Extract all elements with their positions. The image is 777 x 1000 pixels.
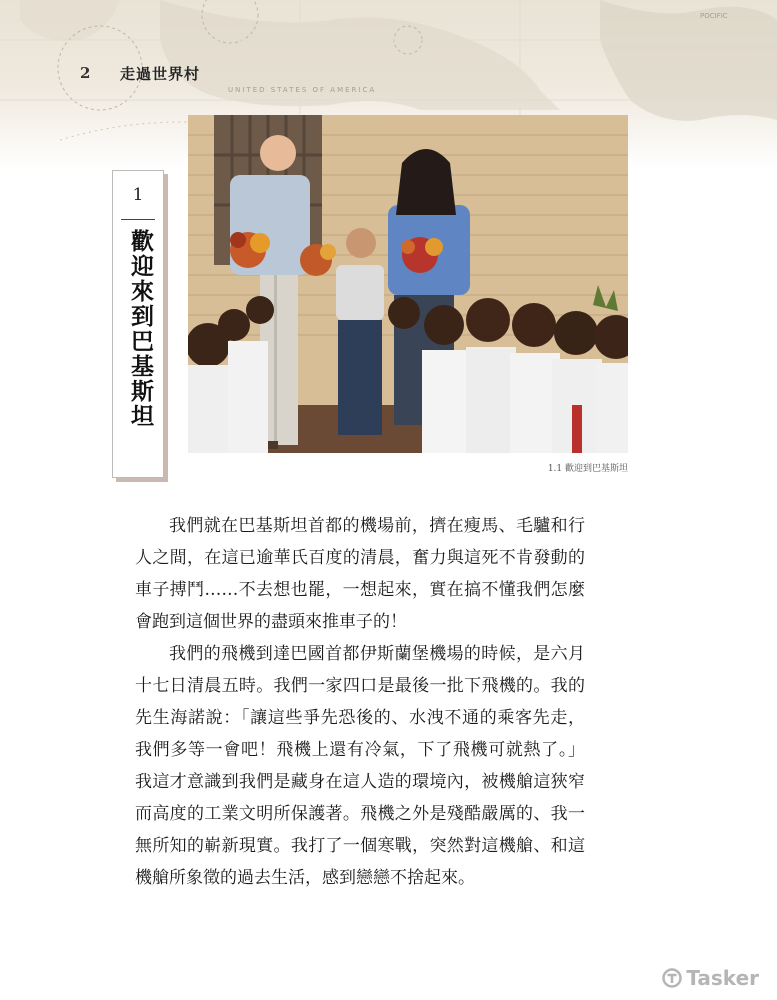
welcome-photo [188,115,628,453]
chapter-heading-box [112,170,164,478]
watermark-text: Tasker [686,966,759,990]
chapter-divider [121,219,155,220]
paragraph: 我們的飛機到達巴國首都伊斯蘭堡機場的時候，是六月十七日清晨五時。我們一家四口是最後一批下飛機的。我的先生海諾說：「讓這些爭先恐後的、水洩不通的乘客先走，我們多等一會吧！飛機上還有冷氣，下了飛機可就熱了。」我這才意識到我們是藏身在這人造的環境內，被機艙這狹窄而高度的工業文明所保護著。飛機之外是殘酷嚴厲的、我一無所知的嶄新現實。我打了一個寒戰，突然對這機艙、和這機艙所象徵的過去生活，感到戀戀不捨起來。 [135,644,585,888]
chapter-title: 歡迎來到巴基斯坦 [127,229,154,429]
watermark [662,966,759,990]
map-label-usa: UNITED STATES OF AMERICA [228,86,377,94]
map-label-2: POCIFIC [700,12,728,20]
page-number: 2 [80,64,91,82]
tasker-logo-icon [662,968,682,988]
body-text [135,510,585,894]
figure-caption: 1.1 歡迎到巴基斯坦 [547,464,628,474]
book-title: 走過世界村 [120,65,201,83]
paragraph: 我們就在巴基斯坦首都的機場前，擠在瘦馬、毛驢和行人之間，在這已逾華氏百度的清晨，奮力與這死不肯發動的車子搏鬥……不去想也罷，一想起來，實在搞不懂我們怎麼會跑到這個世界的盡頭來推車子的！ [135,516,585,632]
chapter-number: 1 [132,185,144,205]
